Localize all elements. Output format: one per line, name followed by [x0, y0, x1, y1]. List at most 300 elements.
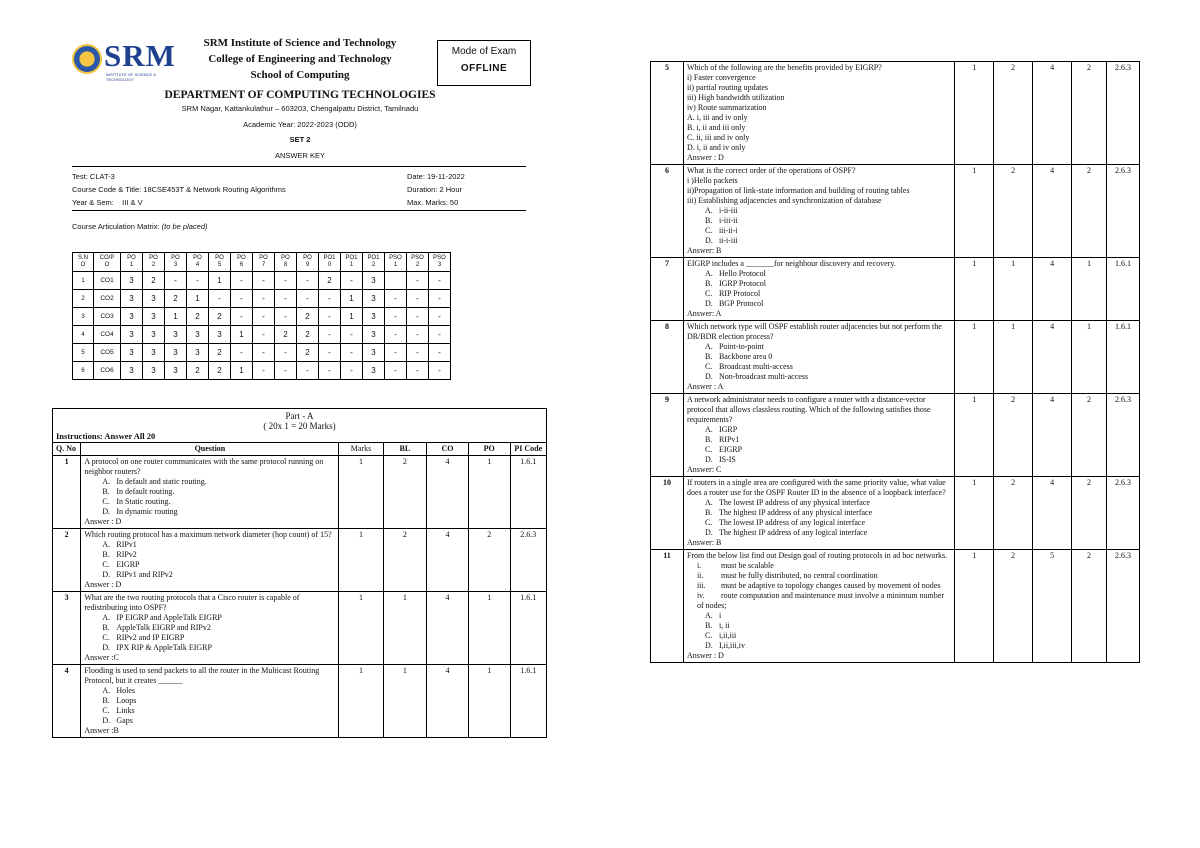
question-text: A network administrator needs to configure a router with a distance-vector protocol that allows classless routing. Which of the following satisfies those requirements?: [686, 395, 931, 424]
col-po: PO: [468, 443, 510, 456]
cam-cell: 3: [363, 272, 385, 290]
col-co: CO: [427, 443, 469, 456]
question-statement: [687, 561, 951, 571]
question-row: [651, 321, 1140, 394]
cam-cell: 1: [341, 290, 363, 308]
cam-cell: -: [385, 344, 407, 362]
option-label: C.: [102, 497, 110, 506]
cam-cell: 2: [73, 290, 94, 308]
question-cell: [81, 456, 339, 529]
question-row: [651, 550, 1140, 663]
cam-cell: 3: [121, 344, 143, 362]
cam-header-line2: 5: [217, 262, 222, 268]
cam-cell: CO2: [94, 290, 121, 308]
question-text: If routers in a single area are configured with the same priority value, what value does a router use for the OSPF Router ID in the absence of a loopback interface?: [686, 478, 946, 497]
cam-cell: -: [297, 362, 319, 380]
option-label: C.: [704, 518, 713, 527]
question-cell: [683, 550, 954, 663]
po-value: 1: [468, 592, 510, 665]
option-text: In dynamic routing: [116, 507, 178, 516]
cam-header-line1: CO/P: [99, 255, 115, 261]
question-text: Flooding is used to send packets to all the router in the Multicast Routing Protocol, but it creates ______: [84, 666, 320, 685]
question-statement: ii)Propagation of link-state information and building of routing tables: [686, 186, 910, 195]
question-text: A protocol on one router communicates with the same protocol running on neighbor routers?: [84, 457, 324, 476]
cam-cell: -: [429, 344, 451, 362]
cam-header-cell: [341, 253, 363, 272]
pi-value: 2.6.3: [1106, 394, 1139, 477]
option-label: A.: [704, 206, 713, 215]
co-value: 4: [1033, 258, 1072, 321]
cam-header-line2: 9: [305, 262, 310, 268]
option-label: D.: [102, 570, 111, 579]
option-label: A.: [704, 269, 713, 278]
cam-header-line2: 2: [415, 262, 420, 268]
set-label: SET 2: [289, 135, 311, 144]
cam-header-line2: 4: [195, 262, 200, 268]
option-text: AppleTalk EIGRP and RIPv2: [116, 623, 211, 632]
option-text: RIPv1: [116, 540, 137, 549]
cam-cell: -: [319, 308, 341, 326]
pi-value: 1.6.1: [510, 665, 546, 738]
option-label: D.: [704, 641, 713, 650]
po-value: 1: [468, 456, 510, 529]
option-text: IS-IS: [718, 455, 736, 464]
bl-value: 2: [994, 394, 1033, 477]
pi-value: 2.6.3: [1106, 550, 1139, 663]
option-label: B.: [704, 621, 713, 630]
answer-option: [687, 216, 951, 226]
option-text: The highest IP address of any physical interface: [718, 508, 873, 517]
mode-value: OFFLINE: [460, 63, 508, 74]
marks-value: 1: [955, 477, 994, 550]
co-value: 4: [1033, 394, 1072, 477]
cam-cell: -: [429, 290, 451, 308]
school-name: School of Computing: [250, 69, 350, 81]
answer-option: [687, 269, 951, 279]
answer-option: [687, 289, 951, 299]
cam-cell: -: [407, 326, 429, 344]
option-label: B.: [704, 279, 713, 288]
option-label: B.: [102, 696, 110, 705]
cam-header-line1: PO: [193, 255, 202, 261]
cam-header-cell: [94, 253, 121, 272]
cam-header-cell: [385, 253, 407, 272]
test-name: Test: CLAT-3: [72, 172, 115, 181]
cam-cell: -: [275, 308, 297, 326]
answer-option: [84, 643, 335, 653]
cam-row: [73, 344, 451, 362]
cam-cell: -: [385, 362, 407, 380]
cam-header-line2: 8: [283, 262, 288, 268]
answer-option: [687, 508, 951, 518]
cam-cell: 3: [363, 362, 385, 380]
question-number: 10: [651, 477, 684, 550]
answer-option: [687, 206, 951, 216]
answer-option: [687, 236, 951, 246]
co-value: 4: [427, 456, 469, 529]
cam-cell: 2: [297, 326, 319, 344]
answer-option: [687, 372, 951, 382]
cam-cell: -: [319, 362, 341, 380]
answer-option: [84, 706, 335, 716]
option-label: B.: [102, 487, 110, 496]
option-text: i-ii-iii: [718, 206, 738, 215]
po-value: 2: [1072, 394, 1107, 477]
cam-cell: 3: [73, 308, 94, 326]
cam-cell: -: [253, 362, 275, 380]
cam-cell: CO6: [94, 362, 121, 380]
option-text: Broadcast multi-access: [718, 362, 793, 371]
pi-value: 1.6.1: [510, 456, 546, 529]
answer-option: [84, 540, 335, 550]
mode-label: Mode of Exam: [451, 46, 517, 57]
cam-cell: -: [275, 362, 297, 380]
question-row: [53, 456, 547, 529]
po-value: 1: [1072, 258, 1107, 321]
cam-cell: -: [253, 290, 275, 308]
cam-header-line1: PO1: [345, 255, 358, 261]
option-label: A.: [704, 498, 713, 507]
option-text: Gaps: [116, 716, 133, 725]
cam-header-cell: [209, 253, 231, 272]
cam-cell: -: [165, 272, 187, 290]
part-a-header: [53, 409, 547, 443]
bl-value: 2: [383, 456, 427, 529]
cam-cell: 2: [209, 362, 231, 380]
answer-option: [687, 425, 951, 435]
po-value: 1: [468, 665, 510, 738]
cam-header-cell: [407, 253, 429, 272]
question-statement: C. ii, iii and iv only: [686, 133, 750, 142]
answer-option: [84, 570, 335, 580]
option-text: In Static routing.: [116, 497, 171, 506]
divider: [72, 210, 526, 211]
course-title: Course Code & Title: 18CSE453T & Network Routing Algorithms: [72, 185, 286, 194]
cam-header-line1: PO: [259, 255, 268, 261]
option-text: RIPv1 and RIPv2: [116, 570, 173, 579]
col-question: Question: [81, 443, 339, 456]
answer-option: [687, 631, 951, 641]
question-row: [53, 529, 547, 592]
marks-value: 1: [955, 550, 994, 663]
cam-cell: 3: [165, 326, 187, 344]
question-cell: [683, 165, 954, 258]
co-value: 4: [427, 665, 469, 738]
cam-header-cell: [73, 253, 94, 272]
cam-cell: -: [297, 272, 319, 290]
question-number: 5: [651, 62, 684, 165]
question-text: Which of the following are the benefits provided by EIGRP?: [686, 63, 882, 72]
option-text: Holes: [116, 686, 136, 695]
question-cell: [683, 394, 954, 477]
cam-cell: -: [253, 344, 275, 362]
question-row: [651, 258, 1140, 321]
option-label: B.: [704, 435, 713, 444]
pi-value: 2.6.3: [1106, 62, 1139, 165]
cam-cell: 2: [143, 272, 165, 290]
cam-cell: -: [385, 308, 407, 326]
option-text: EIGRP: [116, 560, 140, 569]
cam-cell: -: [319, 344, 341, 362]
cam-cell: 3: [187, 344, 209, 362]
cam-cell: 2: [165, 290, 187, 308]
cam-cell: 4: [73, 326, 94, 344]
cam-cell: 3: [363, 344, 385, 362]
answer-key: Answer :B: [84, 726, 119, 735]
statement-text: must be adaptive to topology changes caused by movement of nodes: [720, 581, 941, 590]
option-text: IGRP Protocol: [718, 279, 766, 288]
cam-cell: CO5: [94, 344, 121, 362]
question-statement: A. i, iii and iv only: [686, 113, 748, 122]
doc-type: ANSWER KEY: [274, 151, 325, 160]
cam-cell: 3: [121, 326, 143, 344]
option-label: D.: [704, 299, 713, 308]
co-value: 4: [1033, 62, 1072, 165]
question-cell: [683, 477, 954, 550]
cam-cell: -: [231, 344, 253, 362]
question-number: 3: [53, 592, 81, 665]
pi-value: 1.6.1: [1106, 258, 1139, 321]
cam-header-line1: PSO: [389, 255, 402, 261]
bl-value: 1: [994, 321, 1033, 394]
cam-cell: -: [275, 290, 297, 308]
answer-option: [687, 362, 951, 372]
question-cell: [81, 529, 339, 592]
answer-key: Answer: C: [686, 465, 722, 474]
option-label: B.: [102, 623, 110, 632]
answer-option: [84, 696, 335, 706]
cam-cell: -: [429, 308, 451, 326]
option-label: A.: [704, 425, 713, 434]
answer-option: [687, 445, 951, 455]
cam-header-line1: PO1: [323, 255, 336, 261]
cam-cell: CO3: [94, 308, 121, 326]
question-cell: [81, 665, 339, 738]
answer-option: [84, 613, 335, 623]
question-statement: D. i, ii and iv only: [686, 143, 746, 152]
pi-value: 2.6.3: [510, 529, 546, 592]
cam-cell: -: [319, 326, 341, 344]
answer-option: [687, 621, 951, 631]
option-text: i-iii-ii: [718, 216, 738, 225]
option-label: C.: [704, 289, 713, 298]
option-label: A.: [102, 613, 111, 622]
question-text: Which routing protocol has a maximum network diameter (hop count) of 15?: [84, 530, 332, 539]
cam-cell: 1: [73, 272, 94, 290]
answer-option: [687, 279, 951, 289]
cam-header-line2: 1: [129, 262, 134, 268]
option-label: C.: [704, 226, 713, 235]
option-text: EIGRP: [718, 445, 743, 454]
question-row: [53, 665, 547, 738]
statement-label: ii.: [696, 571, 704, 580]
option-label: D.: [704, 236, 713, 245]
option-text: Non-broadcast multi-access: [718, 372, 809, 381]
question-statement: iii) Establishing adjacencies and synchronization of database: [686, 196, 882, 205]
cam-cell: -: [253, 272, 275, 290]
questions-continued-table: [650, 61, 1140, 663]
cam-header-cell: [275, 253, 297, 272]
option-label: B.: [704, 216, 713, 225]
cam-cell: 3: [143, 362, 165, 380]
cam-header-cell: [231, 253, 253, 272]
option-text: IPX RIP & AppleTalk EIGRP: [116, 643, 212, 652]
option-text: i,ii,iii: [718, 631, 737, 640]
po-value: 2: [1072, 550, 1107, 663]
cam-cell: 3: [143, 308, 165, 326]
option-label: B.: [102, 550, 110, 559]
cam-cell: 2: [319, 272, 341, 290]
cam-cell: -: [385, 290, 407, 308]
question-number: 11: [651, 550, 684, 663]
cam-header-line2: 6: [239, 262, 244, 268]
answer-key: Answer : D: [84, 580, 122, 589]
year-sem: Year & Sem: III & V: [72, 198, 143, 207]
cam-header-line1: PO: [127, 255, 136, 261]
question-number: 4: [53, 665, 81, 738]
pi-value: 1.6.1: [1106, 321, 1139, 394]
bl-value: 2: [994, 477, 1033, 550]
course-articulation-matrix: [72, 252, 451, 380]
answer-option: [84, 623, 335, 633]
option-label: D.: [704, 455, 713, 464]
cam-cell: 1: [341, 308, 363, 326]
cam-cell: 1: [231, 326, 253, 344]
question-cell: [683, 62, 954, 165]
question-statement: i) Faster convergence: [686, 73, 756, 82]
bl-value: 1: [383, 665, 427, 738]
academic-year: Academic Year: 2022-2023 (ODD): [243, 120, 357, 129]
question-number: 7: [651, 258, 684, 321]
cam-cell: 2: [187, 308, 209, 326]
cam-cell: 3: [363, 290, 385, 308]
answer-option: [84, 633, 335, 643]
question-statement: ii) partial routing updates: [686, 83, 769, 92]
cam-cell: -: [253, 308, 275, 326]
question-text: What is the correct order of the operations of OSPF?: [686, 166, 856, 175]
question-cell: [81, 592, 339, 665]
answer-key: Answer : D: [686, 651, 724, 660]
option-label: B.: [704, 352, 713, 361]
cam-label-text: Course Articulation Matrix:: [72, 222, 160, 231]
statement-label: iv.: [696, 591, 705, 600]
cam-cell: -: [319, 290, 341, 308]
po-value: 2: [1072, 165, 1107, 258]
cam-cell: -: [429, 326, 451, 344]
marks-value: 1: [955, 165, 994, 258]
answer-option: [84, 686, 335, 696]
option-label: A.: [102, 686, 111, 695]
cam-header-cell: [253, 253, 275, 272]
option-text: I,ii,iii,iv: [718, 641, 745, 650]
cam-cell: 2: [209, 308, 231, 326]
cam-cell: 3: [187, 326, 209, 344]
srm-logo: [72, 40, 176, 80]
cam-label: [72, 222, 208, 231]
duration: Duration: 2 Hour: [407, 185, 463, 194]
option-text: Hello Protocol: [718, 269, 766, 278]
cam-cell: 3: [165, 344, 187, 362]
cam-cell: -: [407, 344, 429, 362]
col-bl: BL: [383, 443, 427, 456]
option-label: D.: [704, 372, 713, 381]
question-text: From the below list find out Design goal of routing protocols in ad hoc networks.: [686, 551, 948, 560]
question-text: EIGRP includes a _______for neighbour discovery and recovery.: [686, 259, 896, 268]
cam-header-line1: PO: [215, 255, 224, 261]
part-a-title: Part - A: [285, 411, 314, 421]
marks-value: 1: [339, 529, 383, 592]
question-statement: i )Hello packets: [686, 176, 738, 185]
cam-header-line2: O: [80, 262, 86, 268]
cam-row: [73, 362, 451, 380]
question-statement: [687, 591, 951, 611]
max-marks: Max. Marks: 50: [407, 198, 459, 207]
option-label: C.: [704, 631, 713, 640]
answer-key: Answer: B: [686, 246, 722, 255]
answer-key: Answer : A: [686, 382, 724, 391]
answer-option: [84, 550, 335, 560]
statement-label: iii.: [696, 581, 706, 590]
cam-cell: 3: [143, 290, 165, 308]
question-statement: B. i, ii and iii only: [686, 123, 746, 132]
cam-header-line1: PO1: [367, 255, 380, 261]
answer-option: [687, 352, 951, 362]
option-text: Backbone area 0: [718, 352, 773, 361]
question-statement: [687, 571, 951, 581]
answer-option: [687, 641, 951, 651]
cam-cell: -: [341, 272, 363, 290]
statement-text: must be scalable: [720, 561, 774, 570]
cam-header-line2: 2: [371, 262, 376, 268]
cam-header-cell: [187, 253, 209, 272]
cam-row: [73, 308, 451, 326]
question-number: 2: [53, 529, 81, 592]
option-label: A.: [102, 477, 111, 486]
cam-cell: 3: [209, 326, 231, 344]
cam-cell: 2: [297, 344, 319, 362]
option-label: D.: [102, 643, 111, 652]
cam-cell: -: [253, 326, 275, 344]
cam-cell: 1: [187, 290, 209, 308]
cam-header-cell: [319, 253, 341, 272]
cam-row: [73, 272, 451, 290]
cam-cell: -: [429, 362, 451, 380]
bl-value: 2: [994, 165, 1033, 258]
cam-cell: 3: [121, 272, 143, 290]
cam-cell: -: [297, 290, 319, 308]
cam-row: [73, 326, 451, 344]
part-a-table: [52, 408, 547, 738]
cam-cell: -: [275, 344, 297, 362]
option-text: RIP Protocol: [718, 289, 761, 298]
cam-cell: -: [407, 308, 429, 326]
answer-option: [687, 518, 951, 528]
answer-key: Answer : D: [84, 517, 122, 526]
question-row: [651, 394, 1140, 477]
cam-cell: -: [341, 362, 363, 380]
cam-header-line1: S.N: [77, 255, 88, 261]
cam-cell: -: [209, 290, 231, 308]
option-text: In default and static routing.: [116, 477, 207, 486]
question-row: [651, 62, 1140, 165]
cam-header-line1: PSO: [411, 255, 424, 261]
po-value: 2: [1072, 477, 1107, 550]
col-pi: PI Code: [510, 443, 546, 456]
option-text: IP EIGRP and AppleTalk EIGRP: [116, 613, 222, 622]
answer-option: [687, 342, 951, 352]
option-text: The lowest IP address of any logical interface: [718, 518, 866, 527]
cam-cell: 3: [165, 362, 187, 380]
